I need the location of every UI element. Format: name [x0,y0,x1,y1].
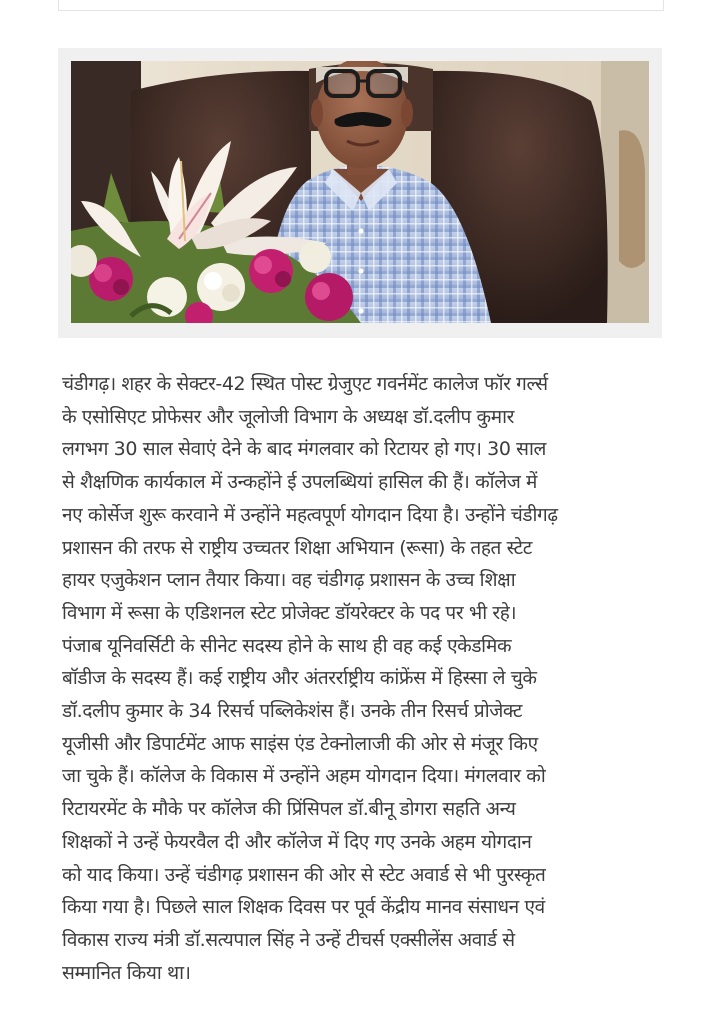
article-line: चंडीगढ़। शहर के सेक्टर-42 स्थित पोस्ट ग्रेजुएट गवर्नमेंट कालेज फॉर गर्ल्स [62,373,548,395]
article-line: किया गया है। पिछले साल शिक्षक दिवस पर पूर्व केंद्रीय मानव संसाधन एवं [62,896,545,919]
article-line: विभाग में रूसा के एडिशनल स्टेट प्रोजेक्ट डॉयरेक्टर के पद पर भी रहे। [62,601,517,624]
article-body [62,368,662,989]
article-line: लगभग 30 साल सेवाएं देने के बाद मंगलवार को रिटायर हो गए। 30 साल [62,438,547,461]
previous-card-edge [58,0,664,11]
article-line: शिक्षकों ने उन्हें फेयरवैल दी और कॉलेज में दिए गए उनके अहम योगदान [62,830,532,853]
article-line: को याद किया। उन्हें चंडीगढ़ प्रशासन की ओर से स्टेट अवार्ड से भी पुरस्कृत [62,863,546,886]
article-line: डॉ.दलीप कुमार के 34 रिसर्च पब्लिकेशंस हैं। उनके तीन रिसर्च प्रोजेक्ट [62,700,523,723]
article-line: हायर एजुकेशन प्लान तैयार किया। वह चंडीगढ़ प्रशासन के उच्च शिक्षा [62,569,516,592]
article-line: सम्मानित किया था। [62,961,191,984]
article-line: नए कोर्सेज शुरू करवाने में उन्होंने महत्वपूर्ण योगदान दिया है। उन्होंने चंडीगढ़ [62,503,558,526]
article-line: बॉडीज के सदस्य हैं। कई राष्ट्रीय और अंतरर्राष्ट्रीय कांफ्रेंस में हिस्सा ले चुके [62,667,537,690]
photo-frame [58,48,662,338]
article-line: जा चुके हैं। कॉलेज के विकास में उन्होंने अहम योगदान दिया। मंगलवार को [62,765,546,788]
article-line: प्रशासन की तरफ से राष्ट्रीय उच्चतर शिक्षा अभियान (रूसा) के तहत स्टेट [62,536,532,559]
portrait-photo-icon [71,61,649,323]
article-line: यूजीसी और डिपार्टमेंट आफ साइंस एंड टेक्नोलाजी की ओर से मंजूर किए [62,732,538,755]
article-line: के एसोसिएट प्रोफेसर और जूलोजी विभाग के अध्यक्ष डॉ.दलीप कुमार [62,405,515,428]
article-line: रिटायरमेंट के मौके पर कॉलेज की प्रिंसिपल डॉ.बीनू डोगरा सहति अन्य [62,798,516,821]
article-line: से शैक्षणिक कार्यकाल में उन्कहोंने ई उपलब्धियां हासिल की हैं। कॉलेज में [62,471,537,494]
article-line: पंजाब यूनिवर्सिटी के सीनेट सदस्य होने के साथ ही वह कई एकेडमिक [62,634,512,657]
article-line: विकास राज्य मंत्री डॉ.सत्यपाल सिंह ने उन्हें टीचर्स एक्सीलेंस अवार्ड से [62,928,515,951]
